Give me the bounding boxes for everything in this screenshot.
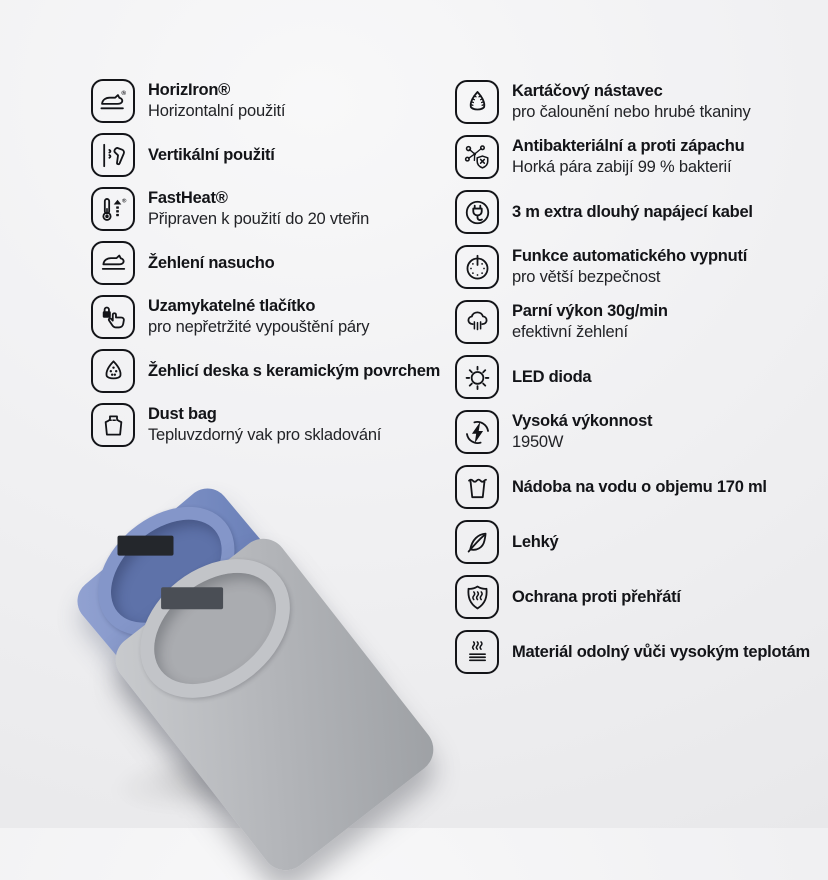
feature-row (455, 135, 810, 179)
feature-title: 3 m extra dlouhý napájecí kabel (512, 202, 753, 221)
feature-title: Funkce automatického vypnutí (512, 247, 748, 265)
feature-row (455, 575, 810, 619)
feature-subtitle: efektivní žehlení (512, 323, 628, 341)
feature-title: Parní výkon 30g/min (512, 302, 668, 320)
feature-row (455, 300, 810, 344)
feature-subtitle: Horizontalní použití (148, 102, 286, 120)
ceramic-soleplate-icon (91, 349, 135, 393)
feature-title: Uzamykatelné tlačítko (148, 297, 316, 315)
high-power-icon (455, 410, 499, 454)
brush-attachment-icon (455, 80, 499, 124)
feature-subtitle: pro větší bezpečnost (512, 268, 661, 286)
feature-title: Vysoká výkonnost (512, 412, 653, 430)
feature-subtitle: pro nepřetržité vypouštění páry (148, 318, 370, 336)
feature-title: LED dioda (512, 367, 592, 386)
blue-tshirt-neck-label (117, 536, 173, 556)
feature-title: Žehlení nasucho (148, 253, 275, 272)
feature-title: FastHeat® (148, 189, 228, 207)
feature-row (91, 133, 440, 177)
horizontal-iron-icon (91, 79, 135, 123)
svg-text:®: ® (121, 197, 126, 204)
power-cable-icon (455, 190, 499, 234)
feature-title: Žehlicí deska s keramickým povrchem (148, 361, 441, 380)
feature-row (91, 241, 440, 285)
feature-row (91, 295, 440, 339)
feature-subtitle: Horká pára zabijí 99 % bakterií (512, 158, 732, 176)
feature-title: Ochrana proti přehřátí (512, 587, 681, 606)
feature-row (455, 520, 810, 564)
lightweight-icon (455, 520, 499, 564)
overheat-protection-icon (455, 575, 499, 619)
feature-title: Vertikální použití (148, 145, 275, 164)
feature-title: Dust bag (148, 405, 217, 423)
led-icon (455, 355, 499, 399)
svg-text:®: ® (120, 89, 126, 97)
feature-row (455, 245, 810, 289)
feature-row (455, 410, 810, 454)
heat-resistant-icon (455, 630, 499, 674)
auto-shutoff-icon (455, 245, 499, 289)
feature-subtitle: Připraven k použití do 20 vteřin (148, 210, 370, 228)
feature-subtitle: 1950W (512, 433, 564, 451)
feature-title: Antibakteriální a proti zápachu (512, 137, 745, 155)
feature-title: Nádoba na vodu o objemu 170 ml (512, 477, 767, 496)
feature-title: Materiál odolný vůči vysokým teplotám (512, 642, 810, 661)
feature-row (91, 187, 440, 231)
antibacterial-icon (455, 135, 499, 179)
dust-bag-icon (91, 403, 135, 447)
feature-row (455, 190, 810, 234)
feature-title: Lehký (512, 532, 559, 551)
feature-subtitle: pro čalounění nebo hrubé tkaniny (512, 103, 751, 121)
feature-column-left (91, 79, 440, 447)
vertical-steam-icon (91, 133, 135, 177)
feature-row (455, 355, 810, 399)
dry-ironing-icon (91, 241, 135, 285)
feature-row (455, 80, 810, 124)
feature-column-right (455, 80, 810, 674)
steam-output-icon (455, 300, 499, 344)
feature-row (91, 349, 440, 393)
gray-tshirt-neck-label (161, 588, 223, 610)
feature-title: HorizIron® (148, 81, 231, 99)
feature-row (91, 79, 440, 123)
feature-row (455, 630, 810, 674)
feature-title: Kartáčový nástavec (512, 82, 663, 100)
feature-row (455, 465, 810, 509)
fast-heat-icon (91, 187, 135, 231)
water-tank-icon (455, 465, 499, 509)
lock-button-icon (91, 295, 135, 339)
feature-subtitle: Tepluvzdorný vak pro skladování (148, 426, 382, 444)
feature-row (91, 403, 440, 447)
